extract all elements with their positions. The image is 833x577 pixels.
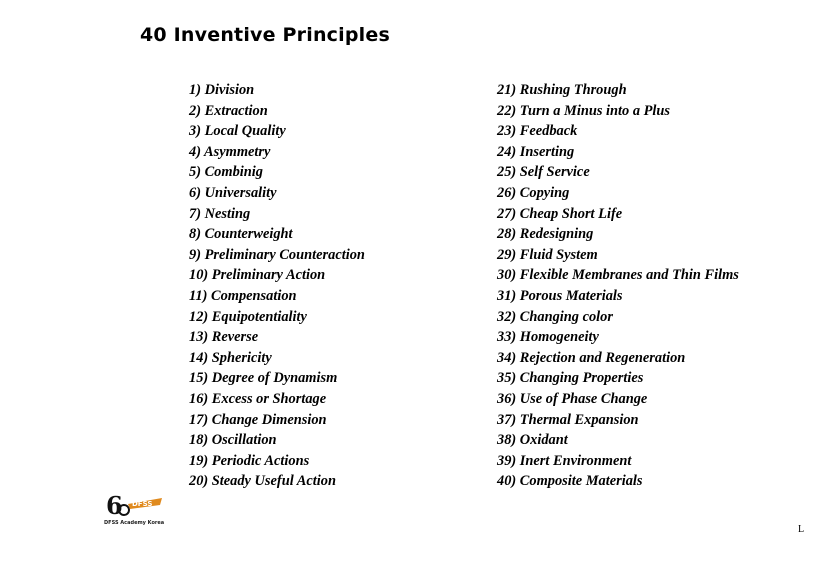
principle-item: 3) Local Quality [189,123,286,140]
principle-item: 5) Combinig [189,164,263,181]
principle-item: 7) Nesting [189,205,251,222]
principle-item: 30) Flexible Membranes and Thin Films [497,267,739,284]
principle-item: 24) Inserting [497,143,575,160]
principle-item: 33) Homogeneity [497,329,599,346]
svg-text:6: 6 [106,492,123,520]
logo-badge: DFSS [132,500,153,508]
principle-item: 40) Composite Materials [497,473,643,490]
principle-item: 1) Division [189,82,255,98]
principle-item: 31) Porous Materials [497,287,623,304]
principle-item: 12) Equipotentiality [189,308,307,325]
principle-item: 21) Rushing Through [497,82,627,98]
principle-item: 39) Inert Environment [497,452,632,469]
principle-item: 8) Counterweight [189,226,293,243]
principle-item: 27) Cheap Short Life [497,205,623,222]
principle-item: 38) Oxidant [497,432,568,449]
principle-item: 11) Compensation [189,287,297,304]
principle-item: 2) Extraction [189,102,268,119]
principle-item: 20) Steady Useful Action [189,473,336,490]
dfss-academy-logo [104,492,164,530]
principle-item: 22) Turn a Minus into a Plus [497,102,671,119]
principle-item: 29) Fluid System [497,246,598,263]
principle-item: 32) Changing color [497,308,613,325]
slide-title: 40 Inventive Principles [140,24,390,46]
principle-item: 16) Excess or Shortage [189,390,327,407]
page-mark: L [798,524,805,535]
principle-item: 14) Sphericity [189,349,272,366]
principle-item: 9) Preliminary Counteraction [189,246,365,263]
principle-item: 17) Change Dimension [189,411,327,428]
principle-item: 13) Reverse [189,329,259,346]
principle-item: 23) Feedback [497,123,578,140]
principle-item: 35) Changing Properties [497,370,644,387]
principles-column-right [497,80,739,492]
principle-item: 18) Oscillation [189,432,277,449]
principle-item: 6) Universality [189,184,277,201]
principle-item: 15) Degree of Dynamism [189,370,338,387]
logo-caption: DFSS Academy Korea [104,520,165,526]
principles-column-left [189,80,365,492]
principle-item: 4) Asymmetry [189,143,271,160]
principle-item: 26) Copying [497,184,570,201]
principle-item: 28) Redesigning [497,226,594,243]
principle-item: 25) Self Service [497,164,590,181]
principle-item: 36) Use of Phase Change [497,390,648,407]
principle-item: 10) Preliminary Action [189,267,326,284]
six-sigma-logo-icon [104,492,164,520]
principle-item: 37) Thermal Expansion [497,411,639,428]
principle-item: 19) Periodic Actions [189,452,310,469]
principle-item: 34) Rejection and Regeneration [497,349,686,366]
